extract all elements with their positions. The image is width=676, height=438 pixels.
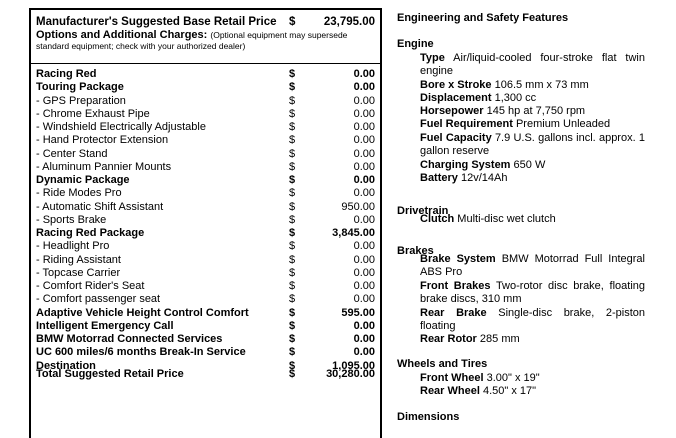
option-line — [36, 227, 379, 240]
option-amount: 0.00 — [353, 346, 375, 359]
option-amount: 3,845.00 — [332, 227, 375, 239]
spec-key: Rear Rotor — [420, 333, 477, 345]
spec-value: Premium Unleaded — [515, 118, 611, 130]
option-label: - Sports Brake — [36, 213, 107, 226]
option-line — [36, 148, 379, 161]
option-label: BMW Motorrad Connected Services — [36, 333, 223, 345]
total-amount: 30,280.00 — [326, 368, 375, 380]
total-currency: $ — [289, 368, 296, 380]
option-currency: $ — [289, 174, 296, 186]
option-amount: 0.00 — [353, 187, 375, 200]
spec-key: Brake System — [420, 253, 496, 265]
option-line — [36, 333, 379, 346]
option-line — [36, 134, 379, 147]
spec-key: Front Brakes — [420, 280, 491, 292]
option-currency: $ — [289, 187, 296, 200]
option-currency: $ — [289, 147, 296, 160]
spec-item — [420, 79, 645, 92]
spec-title: Engineering and Safety Features — [397, 12, 569, 24]
total-label: Total Suggested Retail Price — [36, 368, 184, 380]
dimensions-heading: Dimensions — [397, 411, 460, 423]
option-currency: $ — [289, 346, 296, 359]
option-currency: $ — [289, 306, 296, 319]
option-line — [36, 108, 379, 121]
option-currency: $ — [289, 107, 296, 120]
spec-key: Battery — [420, 172, 458, 184]
option-line — [36, 174, 379, 187]
spec-item — [420, 372, 645, 385]
spec-item — [420, 333, 645, 346]
option-line — [36, 81, 379, 94]
option-label: UC 600 miles/6 months Break-In Service — [36, 346, 246, 359]
option-amount: 0.00 — [353, 160, 375, 173]
option-currency: $ — [289, 68, 296, 80]
option-label: - GPS Preparation — [36, 94, 126, 107]
option-label: - Headlight Pro — [36, 240, 110, 253]
spec-key: Fuel Capacity — [420, 132, 492, 144]
option-amount: 0.00 — [353, 81, 375, 94]
options-note: (Optional equipment may supersede — [210, 30, 348, 40]
option-amount: 0.00 — [353, 333, 375, 345]
option-line — [36, 187, 379, 200]
option-amount: 0.00 — [353, 253, 375, 266]
option-amount: 0.00 — [353, 213, 375, 226]
option-label: Intelligent Emergency Call — [36, 319, 174, 332]
option-amount: 0.00 — [353, 280, 375, 292]
option-amount: 0.00 — [353, 293, 375, 306]
option-currency: $ — [289, 293, 296, 306]
option-line — [36, 121, 379, 134]
spec-key: Rear Wheel — [420, 385, 480, 397]
spec-key: Clutch — [420, 213, 455, 225]
option-currency: $ — [289, 240, 296, 253]
option-currency: $ — [289, 280, 296, 292]
option-label: - Automatic Shift Assistant — [36, 200, 164, 213]
spec-item — [420, 253, 645, 279]
option-amount: 0.00 — [353, 121, 375, 133]
header-divider — [31, 63, 380, 64]
option-label: - Topcase Carrier — [36, 266, 121, 279]
option-line — [36, 320, 379, 333]
option-currency: $ — [289, 121, 296, 133]
spec-value: Air/liquid-cooled four-stroke flat twin engine — [420, 52, 645, 78]
option-amount: 1,095.00 — [332, 359, 375, 372]
spec-item — [420, 105, 645, 118]
option-currency: $ — [289, 200, 296, 213]
spec-value: 650 W — [513, 159, 546, 171]
option-amount: 0.00 — [353, 134, 375, 147]
spec-value: 4.50" x 17" — [482, 385, 537, 397]
option-line — [36, 346, 379, 359]
option-label: Touring Package — [36, 81, 124, 94]
spec-value: Two-rotor disc brake, floating brake discs, 310 mm — [420, 280, 645, 306]
spec-value: BMW Motorrad Full Integral ABS Pro — [420, 253, 645, 279]
option-line — [36, 254, 379, 267]
spec-value: Multi-disc wet clutch — [457, 213, 556, 225]
spec-value: 145 hp at 7,750 rpm — [486, 105, 586, 117]
spec-item — [420, 159, 645, 172]
total-row — [36, 368, 379, 381]
option-line — [36, 201, 379, 214]
option-label: - Center Stand — [36, 147, 108, 160]
option-label: Adaptive Vehicle Height Control Comfort — [36, 306, 249, 319]
base-price-row — [36, 16, 379, 29]
spec-value: 3.00" x 19" — [486, 372, 540, 384]
option-currency: $ — [289, 266, 296, 279]
option-amount: 0.00 — [353, 266, 375, 279]
option-line — [36, 240, 379, 253]
spec-value: 285 mm — [479, 333, 520, 345]
option-line — [36, 68, 379, 81]
spec-item — [420, 307, 645, 333]
option-line — [36, 267, 379, 280]
spec-key: Fuel Requirement — [420, 118, 513, 130]
option-currency: $ — [289, 134, 296, 147]
spec-item — [420, 118, 645, 131]
option-currency: $ — [289, 160, 296, 173]
brakes-heading: Brakes — [397, 245, 434, 257]
spec-item — [420, 172, 645, 185]
option-label: - Windshield Electrically Adjustable — [36, 121, 206, 133]
option-label: Destination — [36, 359, 96, 372]
option-label: - Hand Protector Extension — [36, 134, 169, 147]
option-amount: 0.00 — [353, 68, 375, 80]
option-label: Racing Red Package — [36, 227, 145, 239]
option-label: - Chrome Exhaust Pipe — [36, 107, 150, 120]
spec-key: Type — [420, 52, 445, 64]
spec-key: Front Wheel — [420, 372, 484, 384]
spec-item — [420, 280, 645, 306]
spec-value: 1,300 cc — [494, 92, 537, 104]
drivetrain-heading: Drivetrain — [397, 205, 449, 217]
options-title: Options and Additional Charges: — [36, 29, 208, 41]
price-sheet — [29, 8, 382, 438]
spec-key: Horsepower — [420, 105, 484, 117]
option-line — [36, 214, 379, 227]
option-label: Dynamic Package — [36, 174, 130, 186]
option-currency: $ — [289, 333, 296, 345]
option-amount: 0.00 — [353, 319, 375, 332]
option-line — [36, 293, 379, 306]
spec-item — [420, 213, 645, 226]
option-label: - Comfort Rider's Seat — [36, 280, 145, 292]
option-currency: $ — [289, 359, 296, 372]
option-currency: $ — [289, 81, 296, 94]
option-amount: 0.00 — [353, 147, 375, 160]
option-currency: $ — [289, 213, 296, 226]
option-line — [36, 280, 379, 293]
base-price-amount: 23,795.00 — [323, 16, 375, 28]
option-label: - Comfort passenger seat — [36, 293, 161, 306]
engine-heading: Engine — [397, 38, 434, 50]
option-label: - Ride Modes Pro — [36, 187, 122, 200]
spec-value: 7.9 U.S. gallons incl. approx. 1 gallon reserve — [420, 132, 645, 158]
option-label: - Aluminum Pannier Mounts — [36, 160, 172, 173]
option-currency: $ — [289, 94, 296, 107]
spec-key: Rear Brake — [420, 307, 487, 319]
option-label: - Riding Assistant — [36, 253, 121, 266]
option-amount: 595.00 — [341, 306, 375, 319]
spec-item — [420, 132, 645, 158]
base-price-label: Manufacturer's Suggested Base Retail Price — [36, 16, 277, 28]
spec-item — [420, 385, 645, 398]
option-amount: 0.00 — [353, 94, 375, 107]
spec-item — [420, 92, 645, 105]
option-amount: 0.00 — [353, 174, 375, 186]
spec-key: Charging System — [420, 159, 511, 171]
option-label: Racing Red — [36, 68, 97, 80]
option-amount: 0.00 — [353, 107, 375, 120]
option-currency: $ — [289, 227, 296, 239]
spec-item — [420, 52, 645, 78]
wheels-heading: Wheels and Tires — [397, 358, 488, 370]
option-currency: $ — [289, 253, 296, 266]
option-line — [36, 307, 379, 320]
option-amount: 950.00 — [341, 200, 375, 213]
spec-key: Bore x Stroke — [420, 79, 492, 91]
spec-key: Displacement — [420, 92, 492, 104]
base-price-currency: $ — [289, 16, 296, 28]
option-amount: 0.00 — [353, 240, 375, 253]
option-line — [36, 161, 379, 174]
option-currency: $ — [289, 319, 296, 332]
spec-value: Single-disc brake, 2-piston floating — [420, 307, 646, 333]
options-note-continued: standard equipment; check with your authorized dealer) — [36, 41, 246, 51]
spec-value: 106.5 mm x 73 mm — [494, 79, 589, 91]
option-line — [36, 95, 379, 108]
spec-value: 12v/14Ah — [460, 172, 508, 184]
